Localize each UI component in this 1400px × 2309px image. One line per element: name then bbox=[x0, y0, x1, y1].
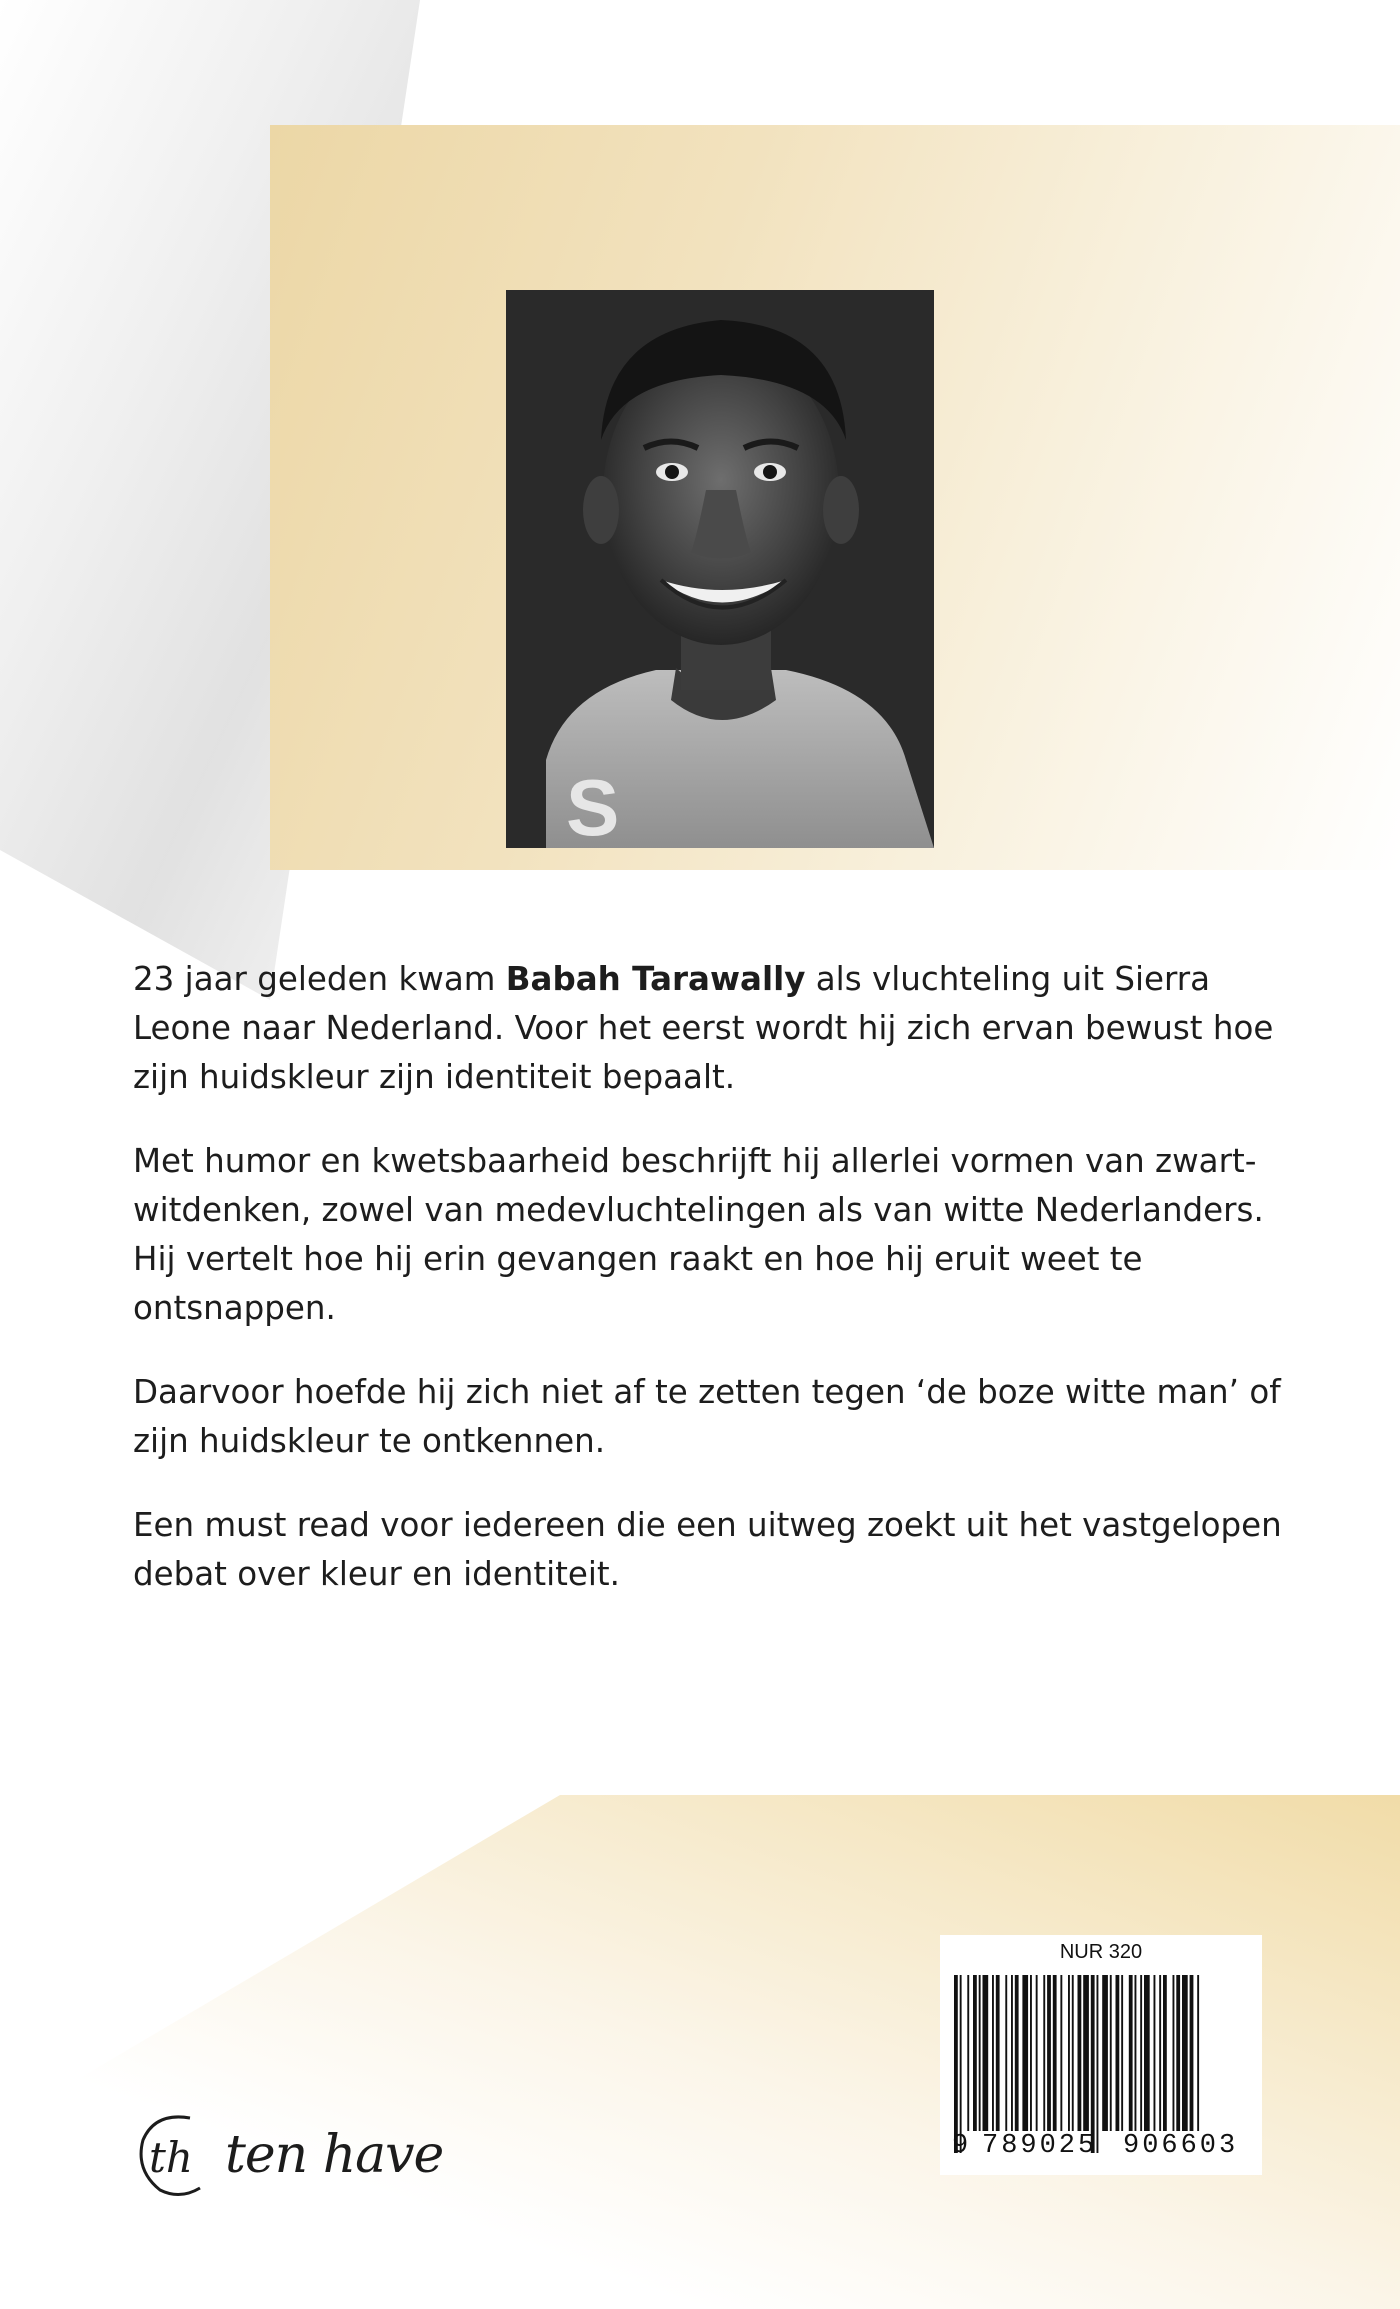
book-blurb bbox=[133, 955, 1293, 1634]
blurb-text: 23 jaar geleden kwam bbox=[133, 960, 506, 998]
isbn-lead-digit: 9 bbox=[952, 2131, 969, 2161]
nur-code: NUR 320 bbox=[1059, 1941, 1143, 1963]
blurb-paragraph-4: Een must read voor iedereen die een uitweg zoekt uit het vastgelopen debat over kleur en identiteit. bbox=[133, 1506, 1282, 1593]
portrait-illustration bbox=[506, 290, 934, 848]
svg-text:S: S bbox=[566, 763, 620, 848]
author-portrait-photo bbox=[506, 290, 934, 848]
isbn-number bbox=[940, 2131, 1262, 2167]
publisher-name: ten have bbox=[225, 2125, 444, 2185]
barcode-block bbox=[940, 1935, 1262, 2175]
ten-have-logo-icon bbox=[135, 2110, 215, 2200]
isbn-group-right: 906603 bbox=[1123, 2131, 1239, 2161]
author-name: Babah Tarawally bbox=[505, 960, 806, 998]
blurb-text: als vluchteling uit Sierra Leone naar Nederland. Voor het eerst wordt hij zich ervan bewust hoe zijn huidskleur zijn identiteit bepaalt. bbox=[133, 960, 1274, 1096]
blurb-paragraph-3: Daarvoor hoefde hij zich niet af te zetten tegen ‘de boze witte man’ of zijn huidskleur te ontkennen. bbox=[133, 1373, 1281, 1460]
isbn-group-left: 789025 bbox=[982, 2131, 1098, 2161]
blurb-paragraph-1 bbox=[133, 955, 1293, 1102]
publisher-logo bbox=[135, 2110, 443, 2200]
blurb-paragraph-2: Met humor en kwetsbaarheid beschrijft hij allerlei vormen van zwart-witdenken, zowel van medevluchtelingen als van witte Nederlanders. Hij vertelt hoe hij erin gevangen raakt en hoe hij eruit weet te ontsnappen. bbox=[133, 1142, 1264, 1327]
logo-mark-text: th bbox=[149, 2133, 193, 2182]
barcode-icon bbox=[940, 1975, 1262, 2155]
